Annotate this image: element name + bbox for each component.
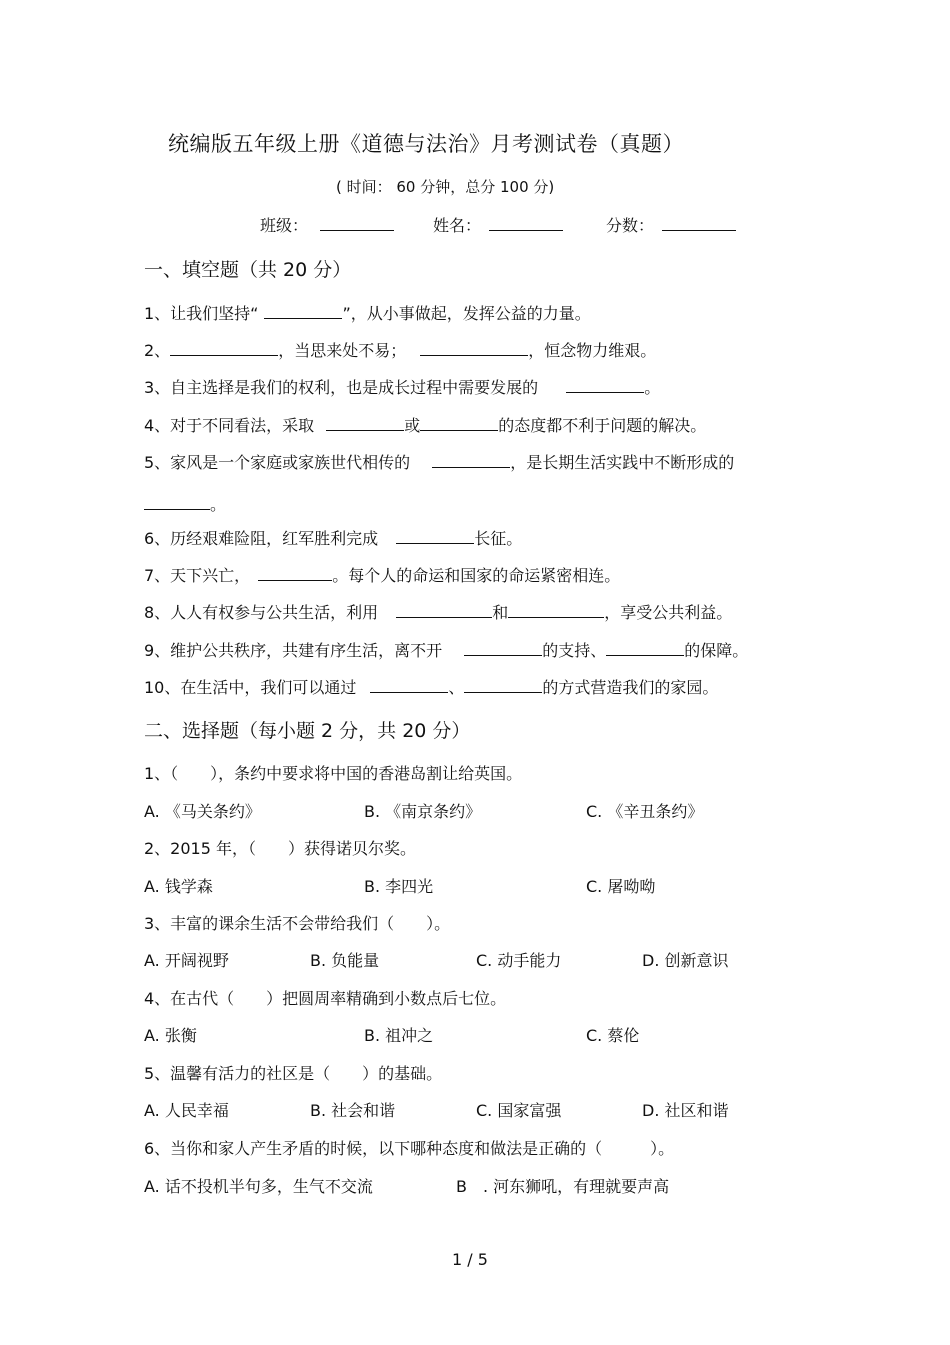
choice-question-2-stem: 2、2015 年，（ ）获得诺贝尔奖。 [144, 839, 416, 858]
choice-q5-option-b: B. 社会和谐 [310, 1101, 396, 1120]
section-heading-fill-blank: 一、填空题（共 20 分） [144, 259, 352, 281]
q10-text-c: 的方式营造我们的家园。 [542, 678, 719, 697]
name-field [433, 213, 563, 236]
q6-text-a: 6、历经艰难险阻，红军胜利完成 [144, 529, 379, 548]
q8-text-a: 8、人人有权参与公共生活，利用 [144, 603, 379, 622]
q5-text-b: ，是长期生活实践中不断形成的 [510, 453, 735, 472]
choice-question-1-stem: 1、（ ），条约中要求将中国的香港岛割让给英国。 [144, 764, 523, 783]
name-label: 姓名： [433, 216, 482, 235]
class-field [260, 213, 394, 236]
fill-question-6 [144, 526, 522, 549]
q2-text-c: ，恒念物力维艰。 [528, 341, 657, 360]
q5-blank-2 [144, 494, 210, 510]
q7-text-b: 。每个人的命运和国家的命运紧密相连。 [332, 566, 621, 585]
choice-q4-option-b: B. 祖冲之 [364, 1026, 434, 1045]
q1-blank [264, 303, 342, 319]
q9-text-a: 9、维护公共秩序，共建有序生活，离不开 [144, 641, 443, 660]
q2-text-b: ，当思来处不易； [278, 341, 407, 360]
fill-question-9 [144, 638, 748, 661]
choice-q2-option-a: A. 钱学森 [144, 877, 213, 896]
fill-question-8 [144, 600, 732, 623]
choice-q5-option-a: A. 人民幸福 [144, 1101, 229, 1120]
q8-text-c: ，享受公共利益。 [604, 603, 733, 622]
q4-text-c: 的态度都不利于问题的解决。 [498, 416, 707, 435]
choice-q2-option-b: B. 李四光 [364, 877, 434, 896]
fill-question-10 [144, 675, 718, 698]
q8-blank-1 [396, 602, 492, 618]
choice-q4-option-c: C. 蔡伦 [586, 1026, 640, 1045]
exam-meta: ( 时间： 60 分钟，总分 100 分) [336, 178, 555, 196]
score-blank [662, 215, 736, 231]
q2-blank-2 [420, 340, 528, 356]
choice-q6-option-b: B . 河东狮吼，有理就要声高 [456, 1177, 670, 1196]
q9-text-b: 的支持、 [542, 641, 607, 660]
q9-blank-1 [464, 640, 542, 656]
score-field [606, 213, 736, 236]
choice-question-5-stem: 5、温馨有活力的社区是（ ）的基础。 [144, 1064, 443, 1083]
choice-question-6-stem: 6、当你和家人产生矛盾的时候，以下哪种态度和做法是正确的（ ）。 [144, 1139, 675, 1158]
page-title: 统编版五年级上册《道德与法治》月考测试卷（真题） [168, 132, 684, 156]
q9-text-c: 的保障。 [684, 641, 749, 660]
fill-question-2 [144, 338, 656, 361]
q10-blank-2 [464, 677, 542, 693]
name-blank [489, 215, 563, 231]
choice-q1-option-c: C. 《辛丑条约》 [586, 802, 704, 821]
q10-blank-1 [370, 677, 448, 693]
section-heading-multiple-choice: 二、选择题（每小题 2 分，共 20 分） [144, 720, 471, 742]
fill-question-4 [144, 413, 706, 436]
q4-text-a: 4、对于不同看法，采取 [144, 416, 315, 435]
q7-blank [258, 565, 332, 581]
q3-text-b: 。 [644, 378, 661, 397]
q7-text-a: 7、天下兴亡， [144, 566, 251, 585]
fill-question-1 [144, 301, 591, 324]
q8-text-b: 和 [492, 603, 509, 622]
fill-question-3 [144, 375, 660, 398]
q3-blank [566, 377, 644, 393]
q2-blank-1 [170, 340, 278, 356]
q1-text-a: 1、让我们坚持“ [144, 304, 259, 323]
q10-text-b: 、 [448, 678, 465, 697]
q5-text-c: 。 [210, 495, 227, 514]
q5-text-a: 5、家风是一个家庭或家族世代相传的 [144, 453, 411, 472]
q4-text-b: 或 [404, 416, 421, 435]
choice-q3-option-a: A. 开阔视野 [144, 951, 229, 970]
page-number: 1 / 5 [452, 1250, 488, 1269]
choice-q1-option-a: A. 《马关条约》 [144, 802, 261, 821]
q8-blank-2 [508, 602, 604, 618]
score-label: 分数： [606, 216, 655, 235]
q2-text-a: 2、 [144, 341, 171, 360]
fill-question-5-continued [144, 492, 226, 515]
q9-blank-2 [606, 640, 684, 656]
q6-text-b: 长征。 [474, 529, 523, 548]
choice-question-4-stem: 4、在古代（ ）把圆周率精确到小数点后七位。 [144, 989, 507, 1008]
choice-q6-option-a: A. 话不投机半句多，生气不交流 [144, 1177, 373, 1196]
q10-text-a: 10、在生活中，我们可以通过 [144, 678, 357, 697]
q6-blank [396, 528, 474, 544]
q4-blank-1 [326, 415, 404, 431]
q4-blank-2 [420, 415, 498, 431]
choice-q5-option-c: C. 国家富强 [476, 1101, 562, 1120]
fill-question-5 [144, 450, 734, 473]
choice-q3-option-c: C. 动手能力 [476, 951, 562, 970]
choice-q4-option-a: A. 张衡 [144, 1026, 197, 1045]
choice-q3-option-d: D. 创新意识 [642, 951, 729, 970]
class-label: 班级： [260, 216, 309, 235]
class-blank [320, 215, 394, 231]
choice-q1-option-b: B. 《南京条约》 [364, 802, 482, 821]
choice-q5-option-d: D. 社区和谐 [642, 1101, 729, 1120]
choice-question-3-stem: 3、丰富的课余生活不会带给我们（ ）。 [144, 914, 451, 933]
fill-question-7 [144, 563, 620, 586]
q5-blank-1 [432, 452, 510, 468]
q1-text-b: ”，从小事做起，发挥公益的力量。 [342, 304, 591, 323]
q3-text-a: 3、自主选择是我们的权利，也是成长过程中需要发展的 [144, 378, 539, 397]
choice-q3-option-b: B. 负能量 [310, 951, 380, 970]
choice-q2-option-c: C. 屠呦呦 [586, 877, 656, 896]
